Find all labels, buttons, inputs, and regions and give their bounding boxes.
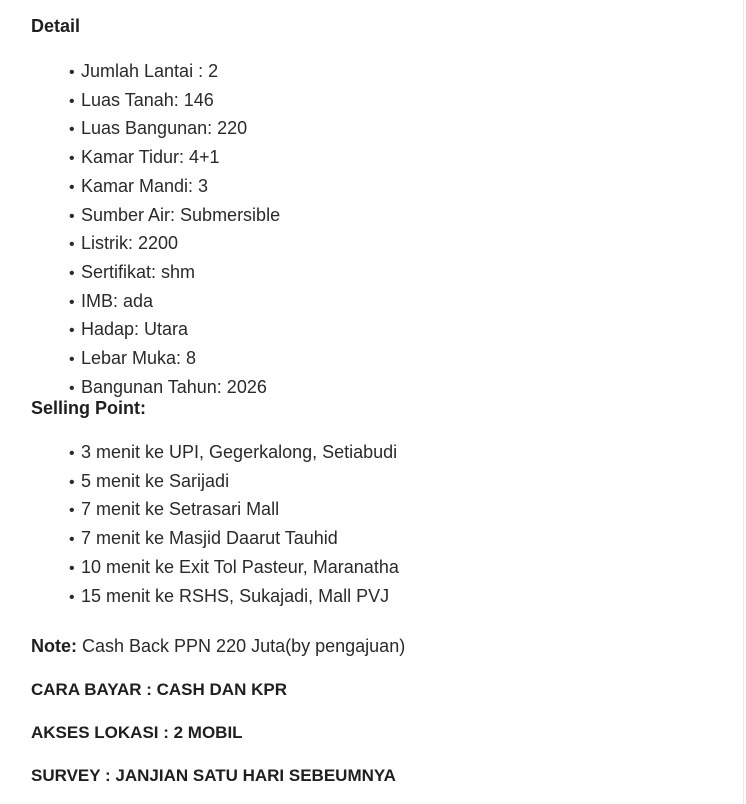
bullet-icon: •	[69, 92, 75, 110]
selling-point-item: • 10 menit ke Exit Tol Pasteur, Maranatha	[69, 554, 399, 583]
note-label: Note:	[31, 636, 77, 656]
selling-point-item: • 3 menit ke UPI, Gegerkalong, Setiabudi	[69, 439, 399, 468]
detail-item-listrik: • Listrik: 2200	[69, 230, 280, 259]
bullet-icon: •	[69, 178, 75, 196]
detail-item-sumber-air: • Sumber Air: Submersible	[69, 202, 280, 231]
detail-item-jumlah-lantai: • Jumlah Lantai : 2	[69, 58, 280, 87]
bullet-icon: •	[69, 236, 75, 254]
bullet-icon: •	[69, 445, 75, 462]
detail-list	[69, 58, 280, 402]
detail-item-kamar-mandi: • Kamar Mandi: 3	[69, 173, 280, 202]
bullet-icon: •	[69, 264, 75, 282]
selling-point-list	[69, 439, 399, 611]
cara-bayar-line: CARA BAYAR : CASH DAN KPR	[31, 680, 287, 699]
detail-heading: Detail	[31, 16, 81, 36]
selling-point-item: • 7 menit ke Setrasari Mall	[69, 496, 399, 525]
bullet-icon: •	[69, 502, 75, 520]
bullet-icon: •	[69, 588, 75, 606]
detail-item-luas-bangunan: • Luas Bangunan: 220	[69, 115, 280, 144]
detail-item-kamar-tidur: • Kamar Tidur: 4+1	[69, 144, 280, 173]
survey-line: SURVEY : JANJIAN SATU HARI SEBEUMNYA	[31, 766, 396, 785]
detail-item-lebar-muka: • Lebar Muka: 8	[69, 345, 280, 374]
selling-point-heading: Selling Point:	[31, 398, 146, 418]
selling-point-item: • 7 menit ke Masjid Daarut Tauhid	[69, 525, 399, 554]
detail-item-bangunan-tahun: • Bangunan Tahun: 2026	[69, 374, 280, 403]
note-text: Cash Back PPN 220 Juta(by pengajuan)	[77, 636, 406, 656]
bullet-icon: •	[69, 207, 75, 225]
akses-lokasi-line: AKSES LOKASI : 2 MOBIL	[31, 723, 243, 742]
selling-point-item: • 15 menit ke RSHS, Sukajadi, Mall PVJ	[69, 583, 399, 612]
detail-item-sertifikat: • Sertifikat: shm	[69, 259, 280, 288]
bullet-icon: •	[69, 293, 75, 311]
detail-item-imb: • IMB: ada	[69, 288, 280, 317]
bullet-icon: •	[69, 64, 75, 81]
bullet-icon: •	[69, 473, 75, 491]
selling-point-item: • 5 menit ke Sarijadi	[69, 468, 399, 497]
detail-item-hadap: • Hadap: Utara	[69, 316, 280, 345]
bullet-icon: •	[69, 121, 75, 139]
bullet-icon: •	[69, 531, 75, 549]
bullet-icon: •	[69, 322, 75, 340]
bullet-icon: •	[69, 379, 75, 397]
detail-item-luas-tanah: • Luas Tanah: 146	[69, 87, 280, 116]
bullet-icon: •	[69, 559, 75, 577]
bullet-icon: •	[69, 351, 75, 369]
note-line	[31, 635, 405, 657]
bullet-icon: •	[69, 150, 75, 168]
